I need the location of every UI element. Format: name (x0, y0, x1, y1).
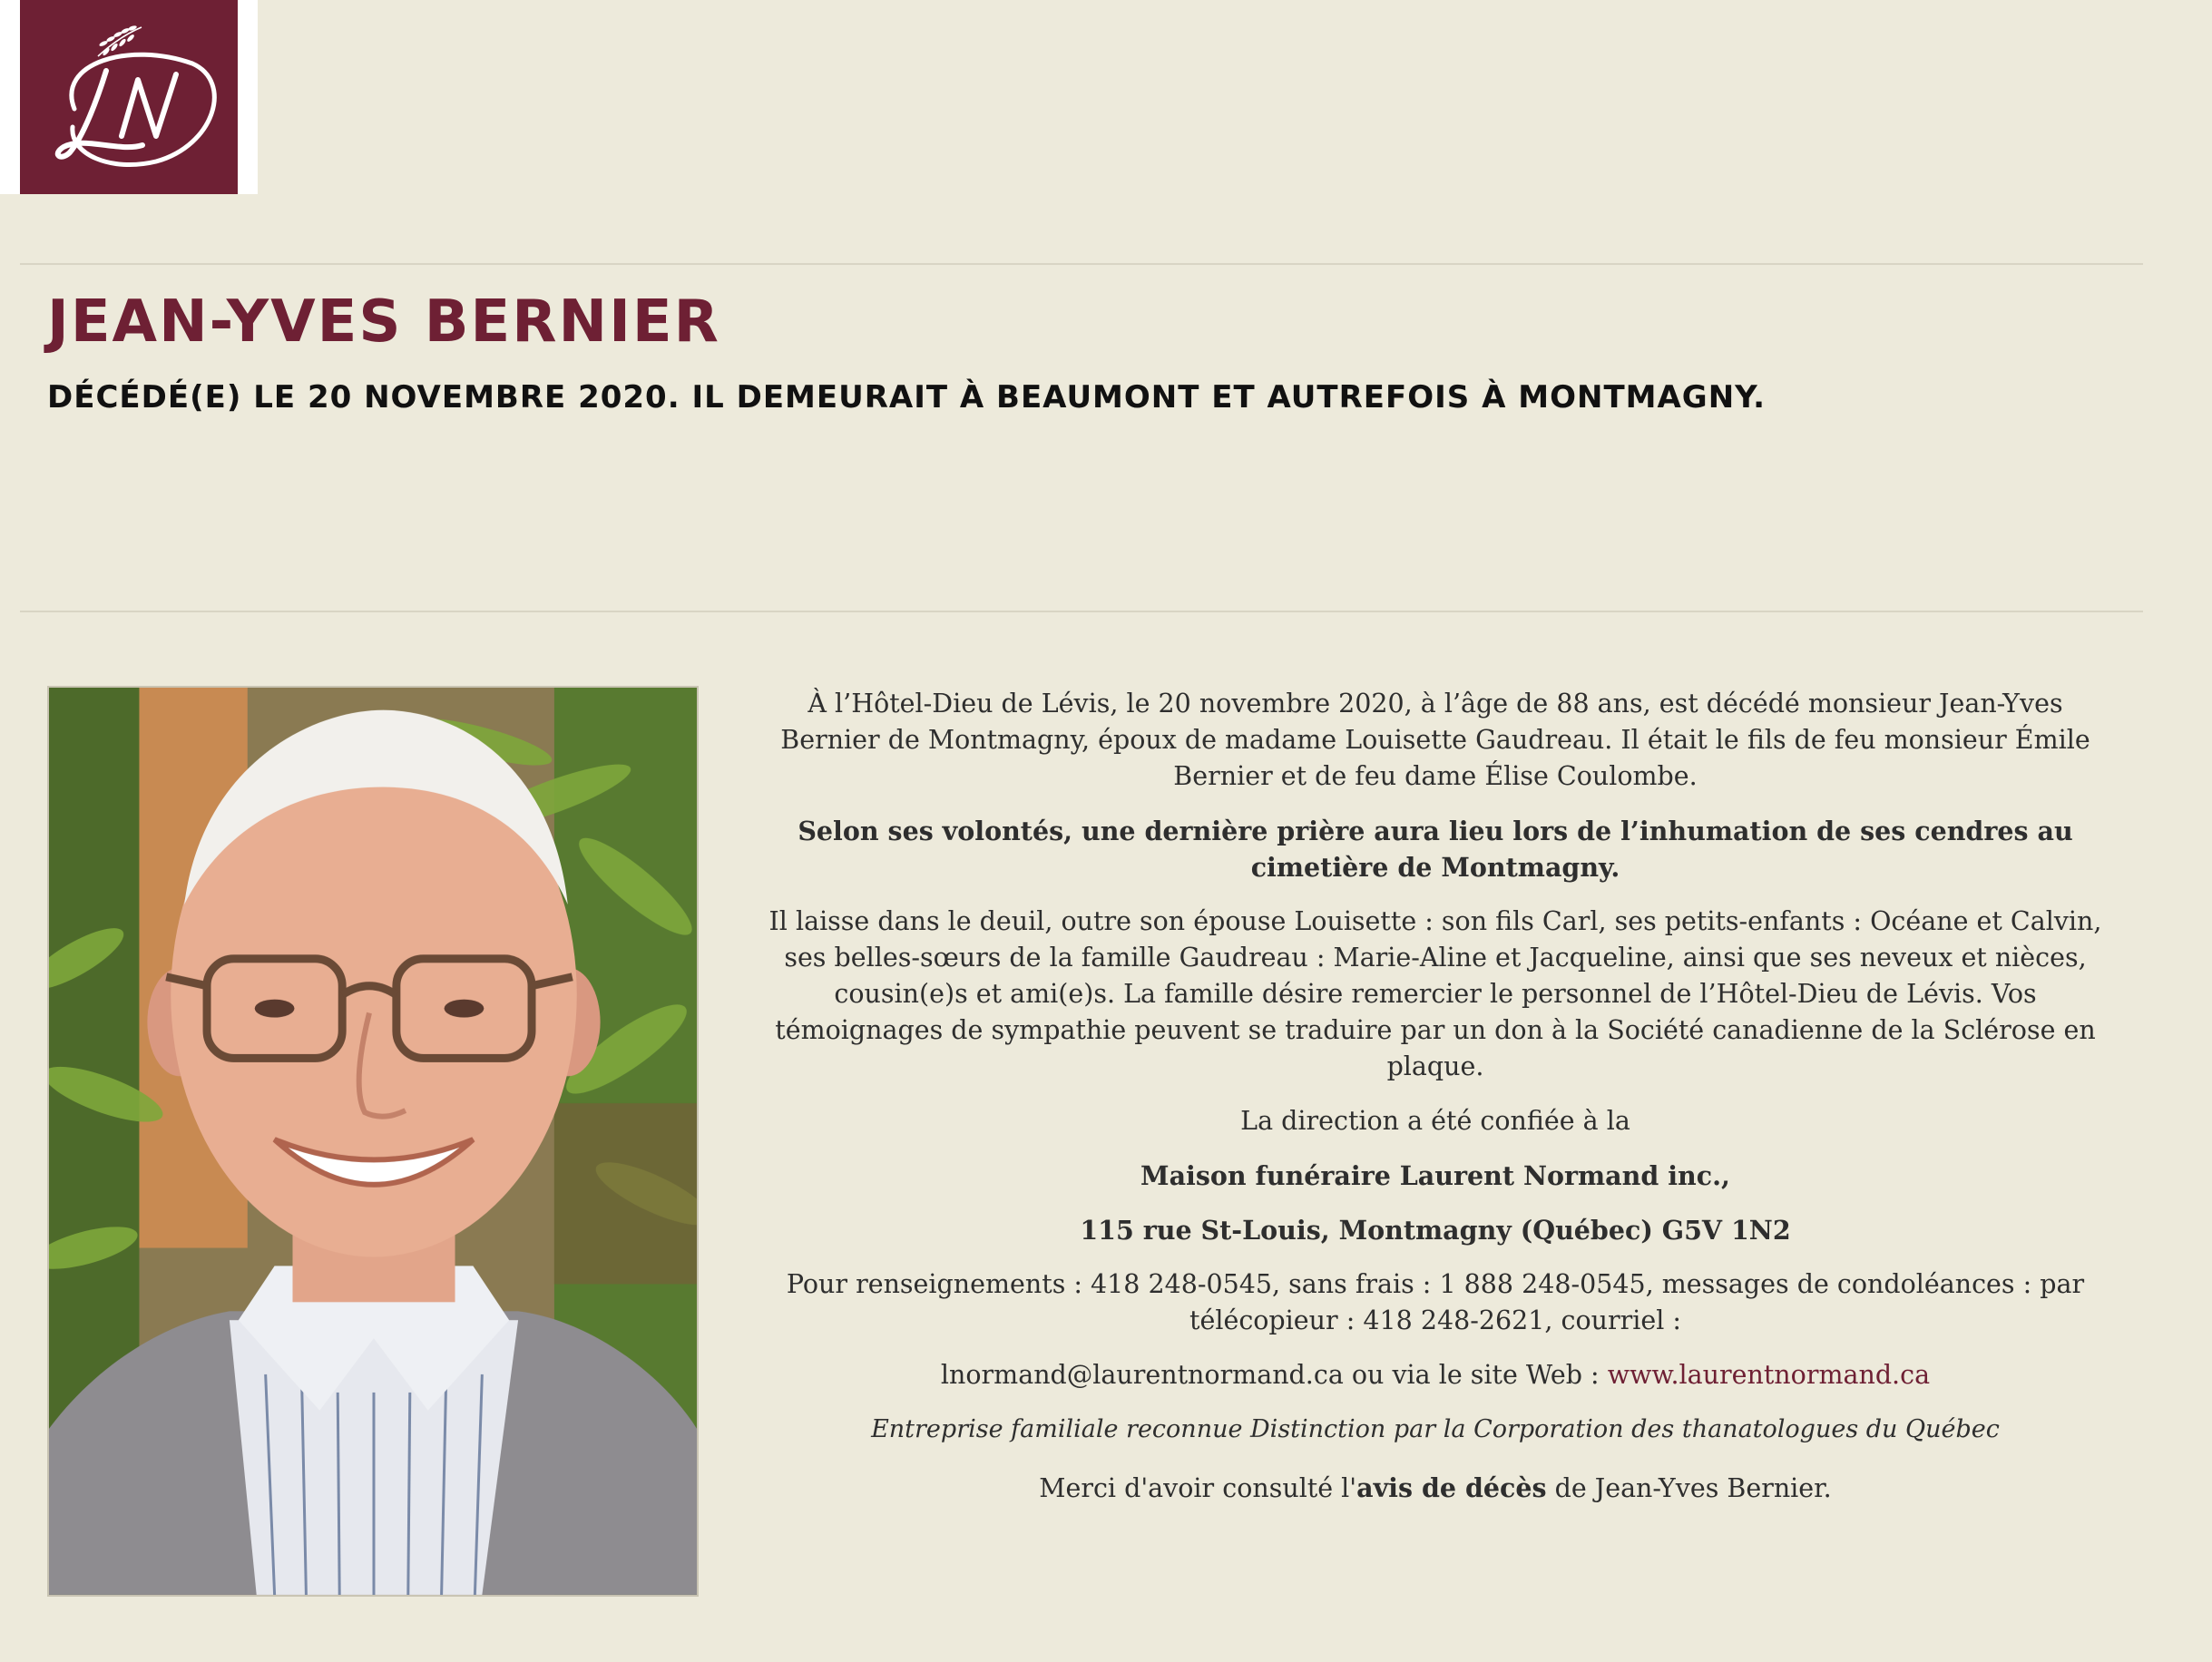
thanks-line (755, 1470, 2116, 1507)
deceased-name: JEAN-YVES BERNIER (47, 288, 720, 356)
email-text: lnormand@laurentnormand.ca ou via le site Web : (940, 1360, 1608, 1390)
ln-monogram-icon (20, 0, 238, 194)
top-divider (20, 263, 2143, 265)
obituary-paragraph-ceremony: Selon ses volontés, une dernière prière aura lieu lors de l’inhumation de ses cendres au cimetière de Montmagny. (798, 816, 2073, 883)
thanks-pre: Merci d'avoir consulté l' (1039, 1473, 1357, 1503)
obituary-paragraph-family: Il laisse dans le deuil, outre son épouse Louisette : son fils Carl, ses petits-enfants : Océane et Calvin, ses belles-sœurs de la famille Gaudreau : Marie-Aline et Jacqueline, ainsi que ses neveux et nièces, cousin(e)s et ami(e)s. La famille désire remercier le personnel de l’Hôtel-Dieu de Lévis. Vos témoignages de sympathie peuvent se traduire par un don à la Société canadienne de la Sclérose en plaque. (768, 906, 2102, 1081)
funeral-home-address: 115 rue St-Louis, Montmagny (Québec) G5V 1N2 (1080, 1215, 1791, 1246)
section-divider (20, 611, 2143, 612)
portrait-photo-icon (49, 688, 697, 1595)
logo-area[interactable] (0, 0, 258, 194)
thanks-bold: avis de décès (1356, 1472, 1547, 1503)
contact-info: Pour renseignements : 418 248-0545, sans frais : 1 888 248-0545, messages de condoléances : par télécopieur : 418 248-2621, courriel : (786, 1269, 2085, 1335)
email-website-line (755, 1357, 2116, 1393)
obituary-paragraph-death: À l’Hôtel-Dieu de Lévis, le 20 novembre 2020, à l’âge de 88 ans, est décédé monsieur Jean-Yves Bernier de Montmagny, époux de madame Louisette Gaudreau. Il était le fils de feu monsieur Émile Bernier et de feu dame Élise Coulombe. (780, 689, 2090, 791)
distinction-text: Entreprise familiale reconnue Distinction par la Corporation des thanatologues du Québec (871, 1415, 2000, 1443)
obituary-text (755, 686, 2116, 1525)
portrait-photo (47, 686, 699, 1597)
thanks-post: de Jean-Yves Bernier. (1546, 1473, 1832, 1503)
direction-text: La direction a été confiée à la (1240, 1106, 1630, 1136)
funeral-home-name: Maison funéraire Laurent Normand inc., (1140, 1160, 1730, 1191)
death-notice-subtitle: DÉCÉDÉ(E) LE 20 NOVEMBRE 2020. IL DEMEURAIT À BEAUMONT ET AUTREFOIS À MONTMAGNY. (47, 379, 1767, 416)
ln-logo[interactable] (20, 0, 238, 194)
website-link[interactable]: www.laurentnormand.ca (1607, 1360, 1931, 1390)
